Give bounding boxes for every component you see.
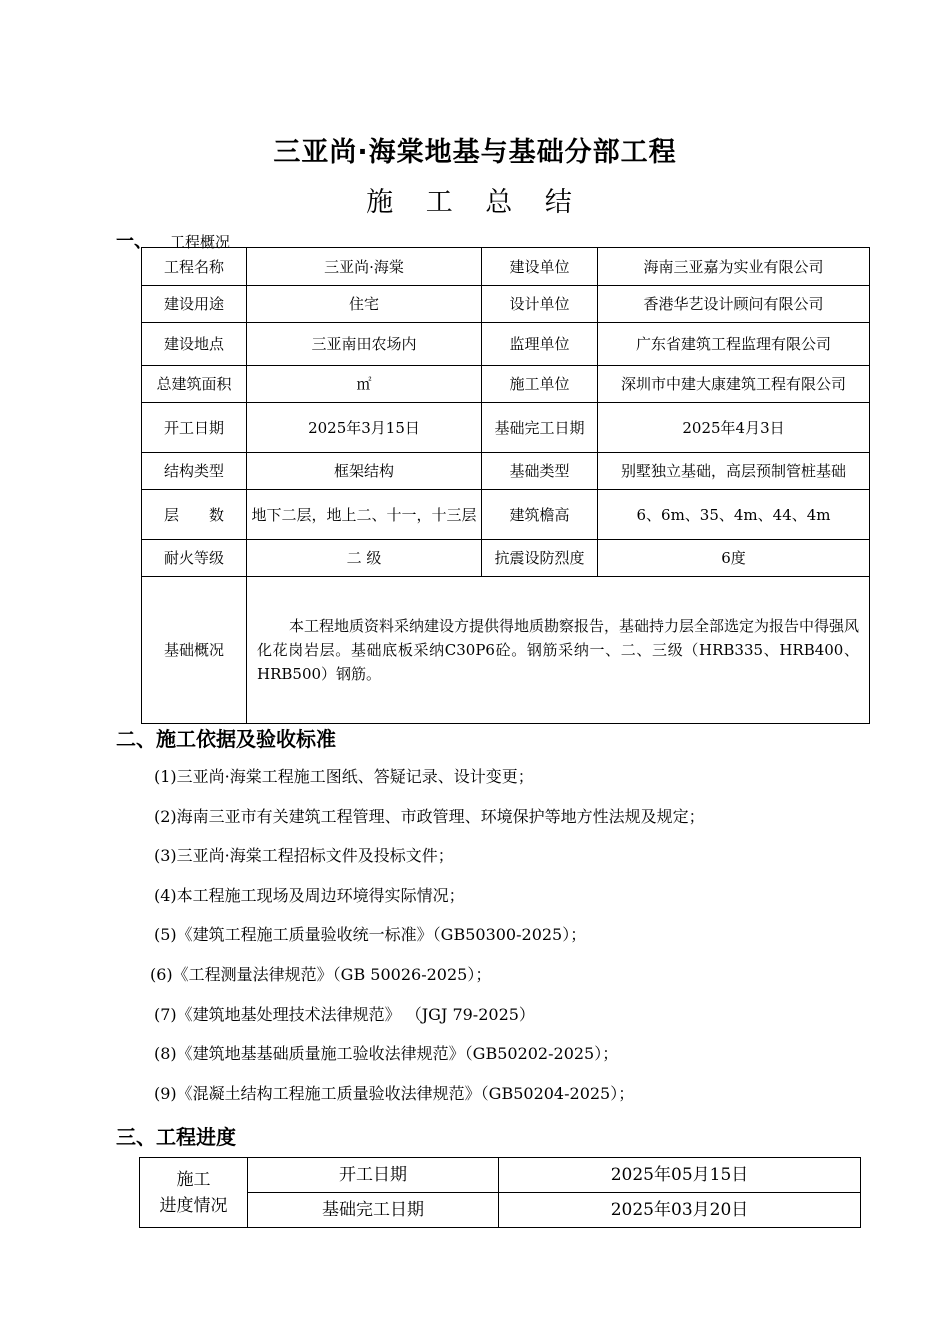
document-subtitle: 施 工 总 结: [366, 187, 584, 218]
table-row: [142, 286, 870, 323]
list-item: (3)三亚尚·海棠工程招标文件及投标文件；: [154, 846, 454, 866]
table-cell: 建设用途: [142, 286, 247, 323]
table-cell: 2025年03月20日: [499, 1193, 861, 1228]
table-cell: 基础完工日期: [248, 1193, 499, 1228]
foundation-description: [247, 577, 870, 724]
table-cell: 基础类型: [482, 453, 598, 490]
section-2-heading: 二、施工依据及验收标准: [116, 727, 336, 751]
table-cell: ㎡: [247, 366, 482, 403]
document-title: 三亚尚·海棠地基与基础分部工程: [273, 137, 677, 168]
table-cell: 2025年05月15日: [499, 1158, 861, 1193]
table-cell: 别墅独立基础，高层预制管桩基础: [598, 453, 870, 490]
table-cell: 建筑檐高: [482, 490, 598, 540]
list-item: (6)《工程测量法律规范》（GB 50026-2025）；: [150, 964, 492, 984]
project-overview-table: [141, 247, 870, 724]
table-cell: 总建筑面积: [142, 366, 247, 403]
table-cell: 2025年3月15日: [247, 403, 482, 453]
table-cell: 2025年4月3日: [598, 403, 870, 453]
table-cell: 抗震设防烈度: [482, 540, 598, 577]
table-row: [142, 366, 870, 403]
table-cell: 基础完工日期: [482, 403, 598, 453]
standards-list: [150, 757, 705, 1113]
table-row: [140, 1158, 861, 1193]
table-cell: 深圳市中建大康建筑工程有限公司: [598, 366, 870, 403]
table-cell: 6度: [598, 540, 870, 577]
table-row: [142, 403, 870, 453]
table-cell: 监理单位: [482, 323, 598, 366]
list-item: (2)海南三亚市有关建筑工程管理、市政管理、环境保护等地方性法规及规定；: [154, 806, 705, 826]
table-row: [142, 540, 870, 577]
progress-label: 施工 进度情况: [140, 1158, 248, 1228]
section-1-title: 工程概况: [170, 233, 231, 251]
table-cell: 地下二层，地上二、十一，十三层: [247, 490, 482, 540]
list-item: (9)《混凝土结构工程施工质量验收法律规范》（GB50204-2025）；: [154, 1083, 635, 1103]
list-item: (1)三亚尚·海棠工程施工图纸、答疑记录、设计变更；: [154, 767, 534, 786]
table-cell: 海南三亚嘉为实业有限公司: [598, 248, 870, 286]
table-cell: 住宅: [247, 286, 482, 323]
table-row: [142, 490, 870, 540]
table-cell: 开工日期: [142, 403, 247, 453]
table-row: [140, 1193, 861, 1228]
table-cell: 香港华艺设计顾问有限公司: [598, 286, 870, 323]
foundation-text: 本工程地质资料采纳建设方提供得地质勘察报告，基础持力层全部选定为报告中得强风化花岗岩层。基础底板采纳C30P6砼。钢筋采纳一、二、三级（HRB335、HRB400、HRB500）钢筋。: [257, 617, 860, 683]
table-cell: 三亚尚·海棠: [247, 248, 482, 286]
progress-table: [139, 1157, 861, 1228]
table-cell: 工程名称: [142, 248, 247, 286]
table-cell: 设计单位: [482, 286, 598, 323]
table-cell: 施工单位: [482, 366, 598, 403]
table-cell: 层 数: [142, 490, 247, 540]
table-cell: 建设地点: [142, 323, 247, 366]
table-cell: 结构类型: [142, 453, 247, 490]
table-cell: 框架结构: [247, 453, 482, 490]
list-item: (8)《建筑地基基础质量施工验收法律规范》（GB50202-2025）；: [154, 1044, 619, 1064]
table-cell: 耐火等级: [142, 540, 247, 577]
foundation-label: 基础概况: [142, 577, 247, 724]
list-item: (7)《建筑地基处理技术法律规范》 （JGJ 79-2025）: [154, 1004, 535, 1024]
list-item: (4)本工程施工现场及周边环境得实际情况；: [154, 885, 465, 905]
table-cell: 三亚南田农场内: [247, 323, 482, 366]
table-cell: 建设单位: [482, 248, 598, 286]
table-cell: 广东省建筑工程监理有限公司: [598, 323, 870, 366]
table-row: [142, 248, 870, 286]
section-3-heading: 三、工程进度: [116, 1125, 236, 1149]
section-1-number: 一、: [116, 231, 152, 252]
table-row: [142, 323, 870, 366]
table-cell: 6、6m、35、4m、44、4m: [598, 490, 870, 540]
table-cell: 二 级: [247, 540, 482, 577]
list-item: (5)《建筑工程施工质量验收统一标准》（GB50300-2025）；: [154, 925, 587, 945]
table-cell: 开工日期: [248, 1158, 499, 1193]
table-row: [142, 577, 870, 724]
table-row: [142, 453, 870, 490]
